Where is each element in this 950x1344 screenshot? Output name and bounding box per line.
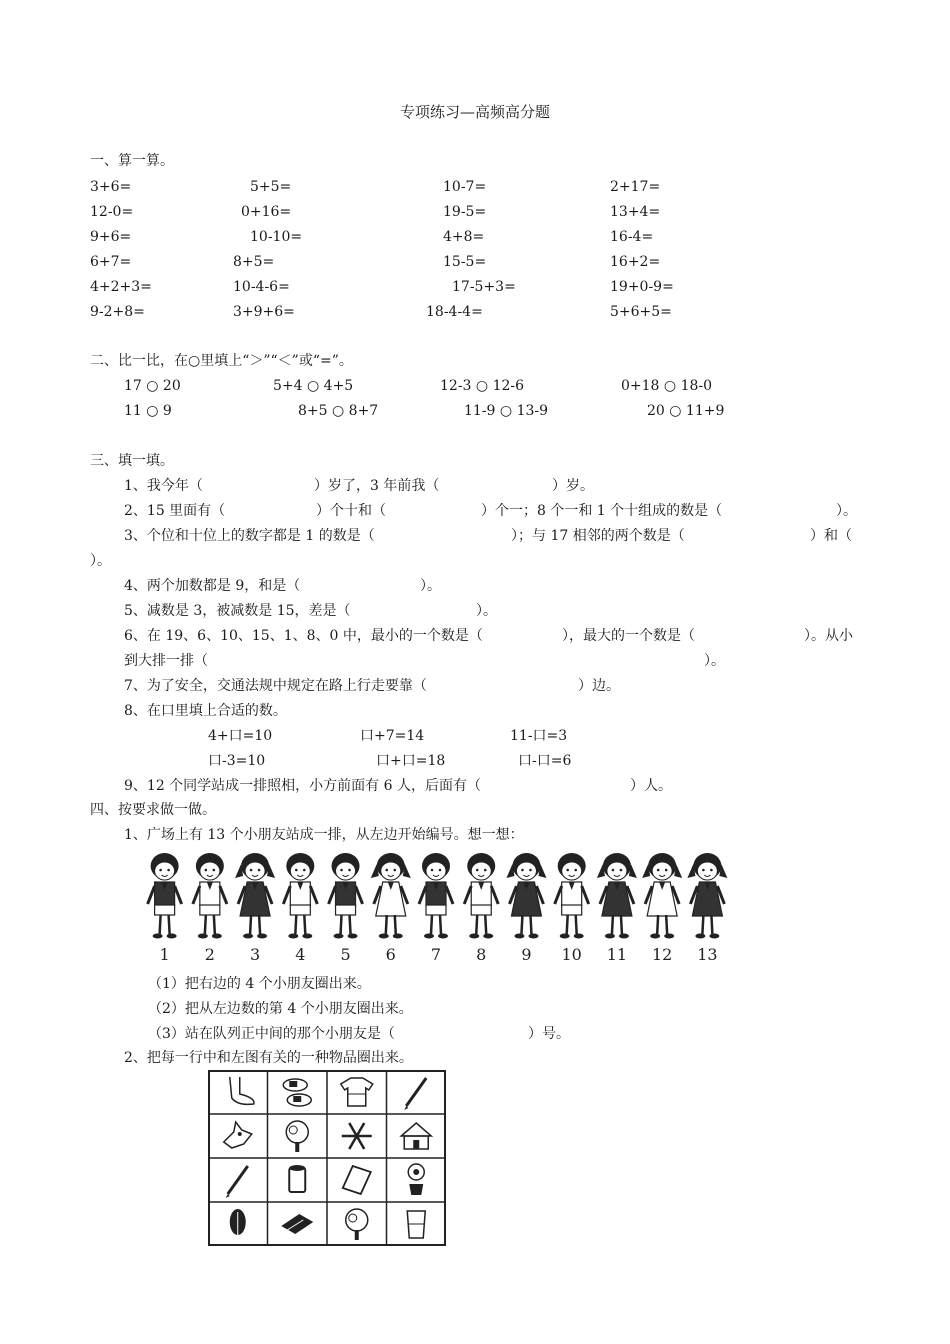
question-2-text: ）个一；8 个一和 1 个十组成的数是（ [481,503,723,519]
question-1-text: 1、我今年（ [124,478,203,494]
fill-box-problem: 口+7=14 [360,728,425,744]
child-figure [235,853,275,939]
question-6-text: 6、在 19、6、10、15、1、8、0 中，最小的一个数是（ [124,628,483,644]
child-number: 12 [651,945,673,964]
question-4-text: 4、两个加数都是 9，和是（ [124,578,301,594]
compare-item: 20 ○ 11+9 [647,403,725,419]
child-figure [687,853,727,939]
compare-item: 5+4 ○ 4+5 [273,378,354,394]
problem: 9-2+8= [90,304,145,320]
problem: 18-4-4= [426,304,483,320]
child-figure [148,853,182,939]
question-7-text: 7、为了安全，交通法规中规定在路上行走要靠（ [124,678,427,694]
compare-item: 11 ○ 9 [124,403,172,419]
page-title: 专项练习—高频高分题 [399,103,550,121]
child-number: 5 [340,945,351,964]
child-figure [371,853,411,939]
fill-box-problem: 口-3=10 [208,753,266,769]
question-1-text: ）岁了，3 年前我（ [314,478,440,494]
fill-box-problem: 4+口=10 [208,728,273,744]
question-4-text: ）。 [420,578,441,594]
question-6-text: ），最大的一个数是（ [562,628,695,644]
child-number: 3 [249,945,261,964]
question-5-text: 5、减数是 3，被减数是 15，差是（ [124,603,351,619]
problem: 8+5= [233,254,275,270]
child-number: 8 [476,945,487,964]
compare-item: 8+5 ○ 8+7 [298,403,379,419]
child-figure [283,853,317,939]
sub-question-1: （1）把右边的 4 个小朋友圈出来。 [148,976,371,992]
child-number: 2 [204,945,215,964]
question-7-text: ）边。 [578,678,620,694]
problem: 10-10= [250,229,303,245]
problem: 4+2+3= [90,279,152,295]
problem: 13+4= [610,204,661,220]
section-1-heading: 一、算一算。 [90,153,174,169]
question-6-text: ）。 [704,653,725,669]
question-5-text: ）。 [476,603,497,619]
question-3-text: 3、个位和十位上的数字都是 1 的数是（ [124,528,375,544]
child-figure [506,853,546,939]
problem: 9+6= [90,229,132,245]
child-number: 13 [697,945,718,964]
problem: 3+9+6= [233,304,295,320]
question-6-text: ）。从小 [804,628,853,644]
question-3-text: ）；与 17 相邻的两个数是（ [511,528,685,544]
child-number: 1 [159,945,170,964]
question-2-text: ）。 [836,503,857,519]
child-figure [419,853,453,939]
fill-box-problem: 11-口=3 [510,728,568,744]
child-figure [464,853,498,939]
problem: 16+2= [610,254,661,270]
sub-question-2: （2）把从左边数的第 4 个小朋友圈出来。 [148,1001,413,1017]
sub-question-3: ）号。 [528,1026,570,1042]
child-number: 6 [385,945,396,964]
compare-item: 12-3 ○ 12-6 [440,378,525,394]
section-2-heading: 二、比一比，在○里填上“＞”“＜”或“=”。 [90,353,353,369]
problem: 3+6= [90,179,132,195]
problem: 6+7= [90,254,132,270]
child-figure [642,853,682,939]
question-8-text: 8、在口里填上合适的数。 [124,703,287,719]
question-2-text: 2、15 里面有（ [124,503,226,519]
child-number: 4 [295,945,306,964]
problem: 16-4= [610,229,654,245]
problem: 10-7= [443,179,487,195]
question-6-text: 到大排一排（ [124,653,208,669]
child-figure [555,853,589,939]
child-number: 9 [521,945,532,964]
question-4-1-text: 1、广场上有 13 个小朋友站成一排，从左边开始编号。想一想： [124,827,524,843]
child-number: 11 [606,945,628,964]
question-9-text: 9、12 个同学站成一排照相，小方前面有 6 人，后面有（ [124,778,481,794]
child-figure [597,853,637,939]
children-lineup-illustration [142,848,730,966]
fill-box-problem: 口-口=6 [518,753,572,769]
sub-question-3: （3）站在队列正中间的那个小朋友是（ [148,1026,395,1042]
compare-item: 17 ○ 20 [124,378,181,394]
problem: 15-5= [443,254,487,270]
problem: 2+17= [610,179,661,195]
section-4-heading: 四、按要求做一做。 [90,802,216,818]
object-matching-grid [208,1070,446,1246]
child-figure [329,853,363,939]
question-4-2-text: 2、把每一行中和左图有关的一种物品圈出来。 [124,1050,413,1066]
problem: 19-5= [443,204,487,220]
question-1-text: ）岁。 [552,478,594,494]
problem: 4+8= [443,229,485,245]
problem: 17-5+3= [452,279,516,295]
question-3-text: ）和（ [810,528,852,544]
child-figure [193,853,227,939]
fill-box-problem: 口+口=18 [376,753,446,769]
question-9-text: ）人。 [630,778,672,794]
problem: 0+16= [241,204,292,220]
child-number: 10 [561,945,582,964]
problem: 5+6+5= [610,304,672,320]
section-3-heading: 三、填一填。 [90,453,174,469]
problem: 19+0-9= [610,279,674,295]
compare-item: 0+18 ○ 18-0 [621,378,713,394]
child-number: 7 [430,945,442,964]
problem: 5+5= [250,179,292,195]
question-2-text: ）个十和（ [316,503,386,519]
problem: 10-4-6= [233,279,290,295]
problem: 12-0= [90,204,134,220]
question-3-text: ）。 [90,553,111,569]
compare-item: 11-9 ○ 13-9 [464,403,549,419]
